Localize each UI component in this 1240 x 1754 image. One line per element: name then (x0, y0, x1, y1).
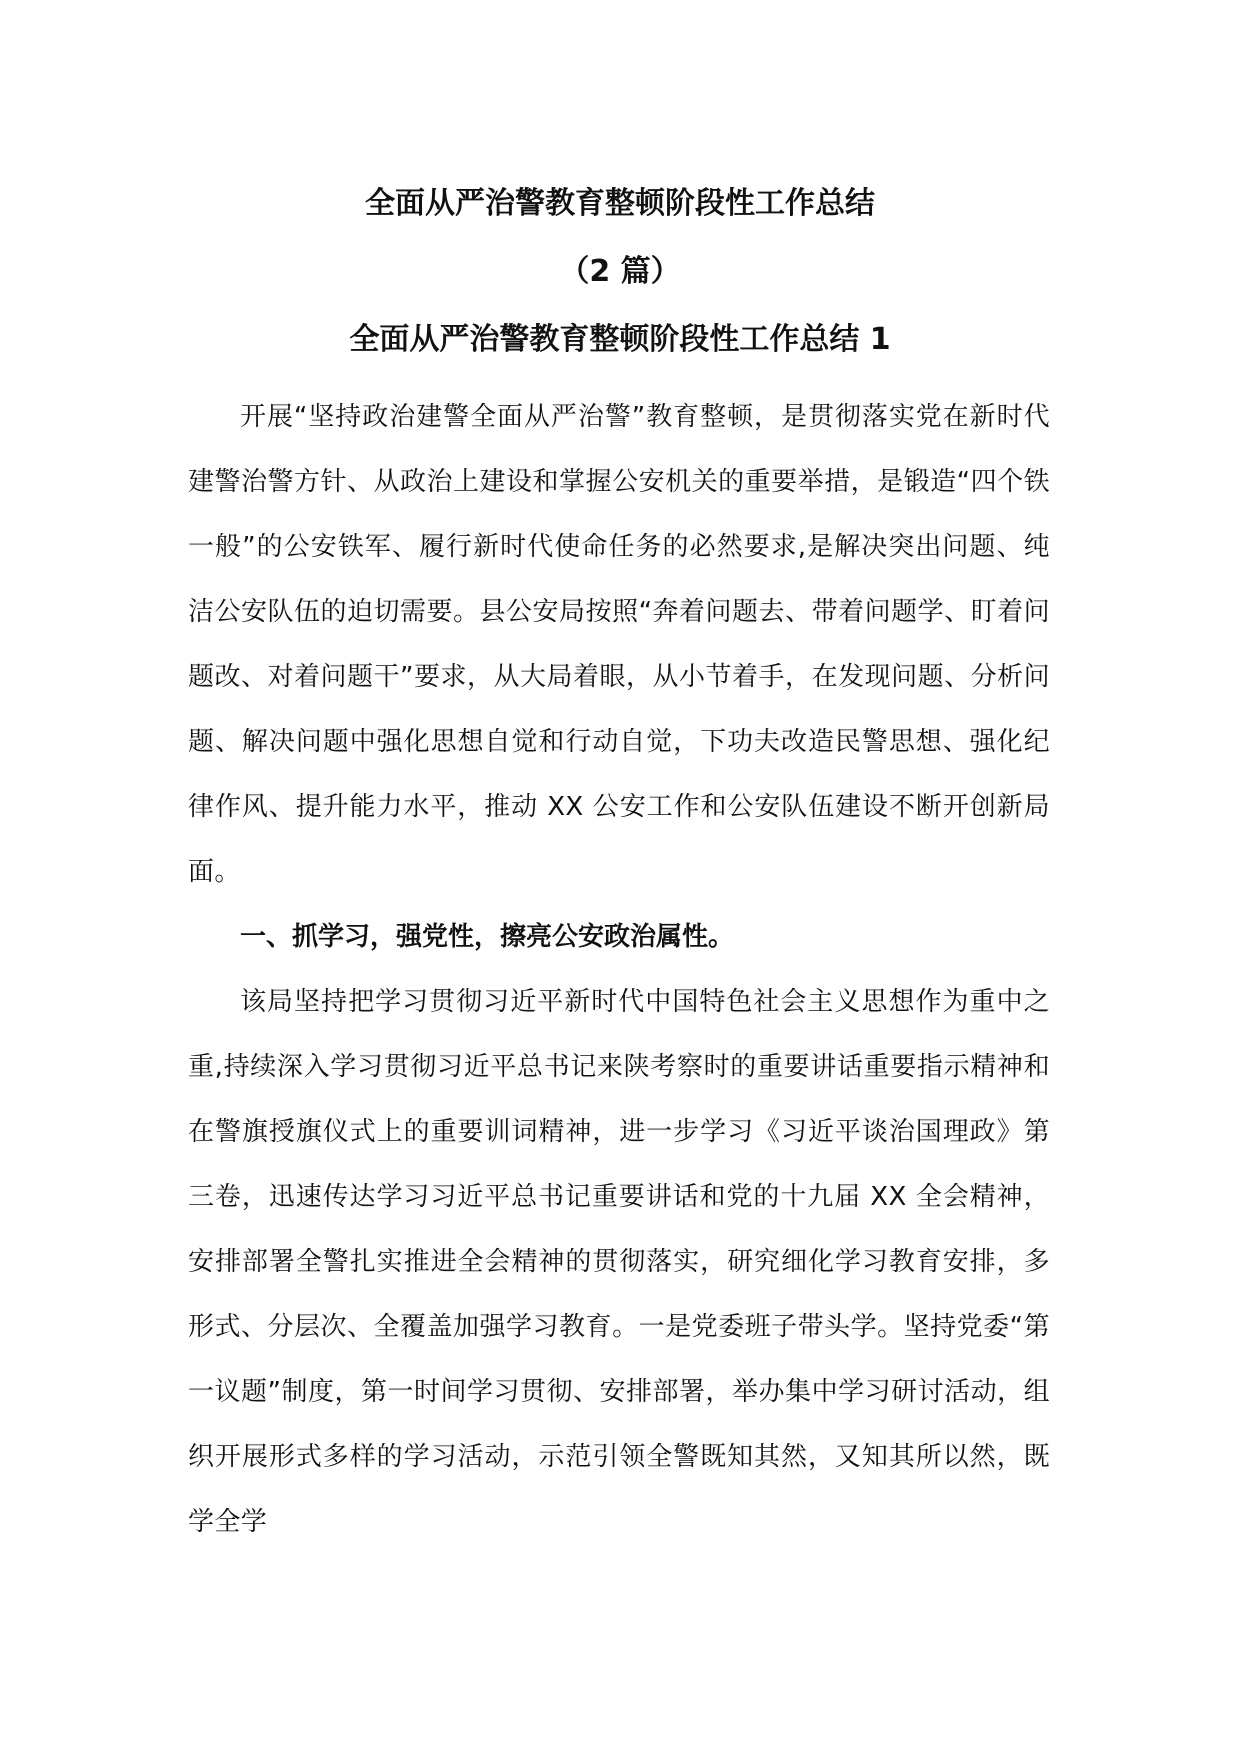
body-paragraph-1: 该局坚持把学习贯彻习近平新时代中国特色社会主义思想作为重中之重,持续深入学习贯彻习近平总书记来陕考察时的重要讲话重要指示精神和在警旗授旗仪式上的重要训词精神，进一步学习《习近平谈治国理政》第三卷，迅速传达学习习近平总书记重要讲话和党的十九届 XX 全会精神，安排部署全警扎实推进全会精神的贯彻落实，研究细化学习教育安排，多形式、分层次、全覆盖加强学习教育。一是党委班子带头学。坚持党委“第一议题”制度，第一时间学习贯彻、安排部署，举办集中学习研讨活动，组织开展形式多样的学习活动，示范引领全警既知其然，又知其所以然，既学全学 (188, 987, 1050, 1537)
document-subtitle: （2 篇） (559, 254, 681, 289)
section-title: 全面从严治警教育整顿阶段性工作总结 1 (349, 322, 891, 357)
intro-paragraph: 开展“坚持政治建警全面从严治警”教育整顿，是贯彻落实党在新时代建警治警方针、从政治上建设和掌握公安机关的重要举措，是锻造“四个铁一般”的公安铁军、履行新时代使命任务的必然要求,是解决突出问题、纯洁公安队伍的迫切需要。县公安局按照“奔着问题去、带着问题学、盯着问题改、对着问题干”要求，从大局着眼，从小节着手，在发现问题、分析问题、解决问题中强化思想自觉和行动自觉，下功夫改造民警思想、强化纪律作风、提升能力水平，推动 XX 公安工作和公安队伍建设不断开创新局面。 (188, 402, 1050, 887)
document-title: 全面从严治警教育整顿阶段性工作总结 (365, 186, 875, 221)
document-body (188, 385, 1050, 1555)
section-heading-1: 一、抓学习，强党性，擦亮公安政治属性。 (240, 922, 735, 952)
